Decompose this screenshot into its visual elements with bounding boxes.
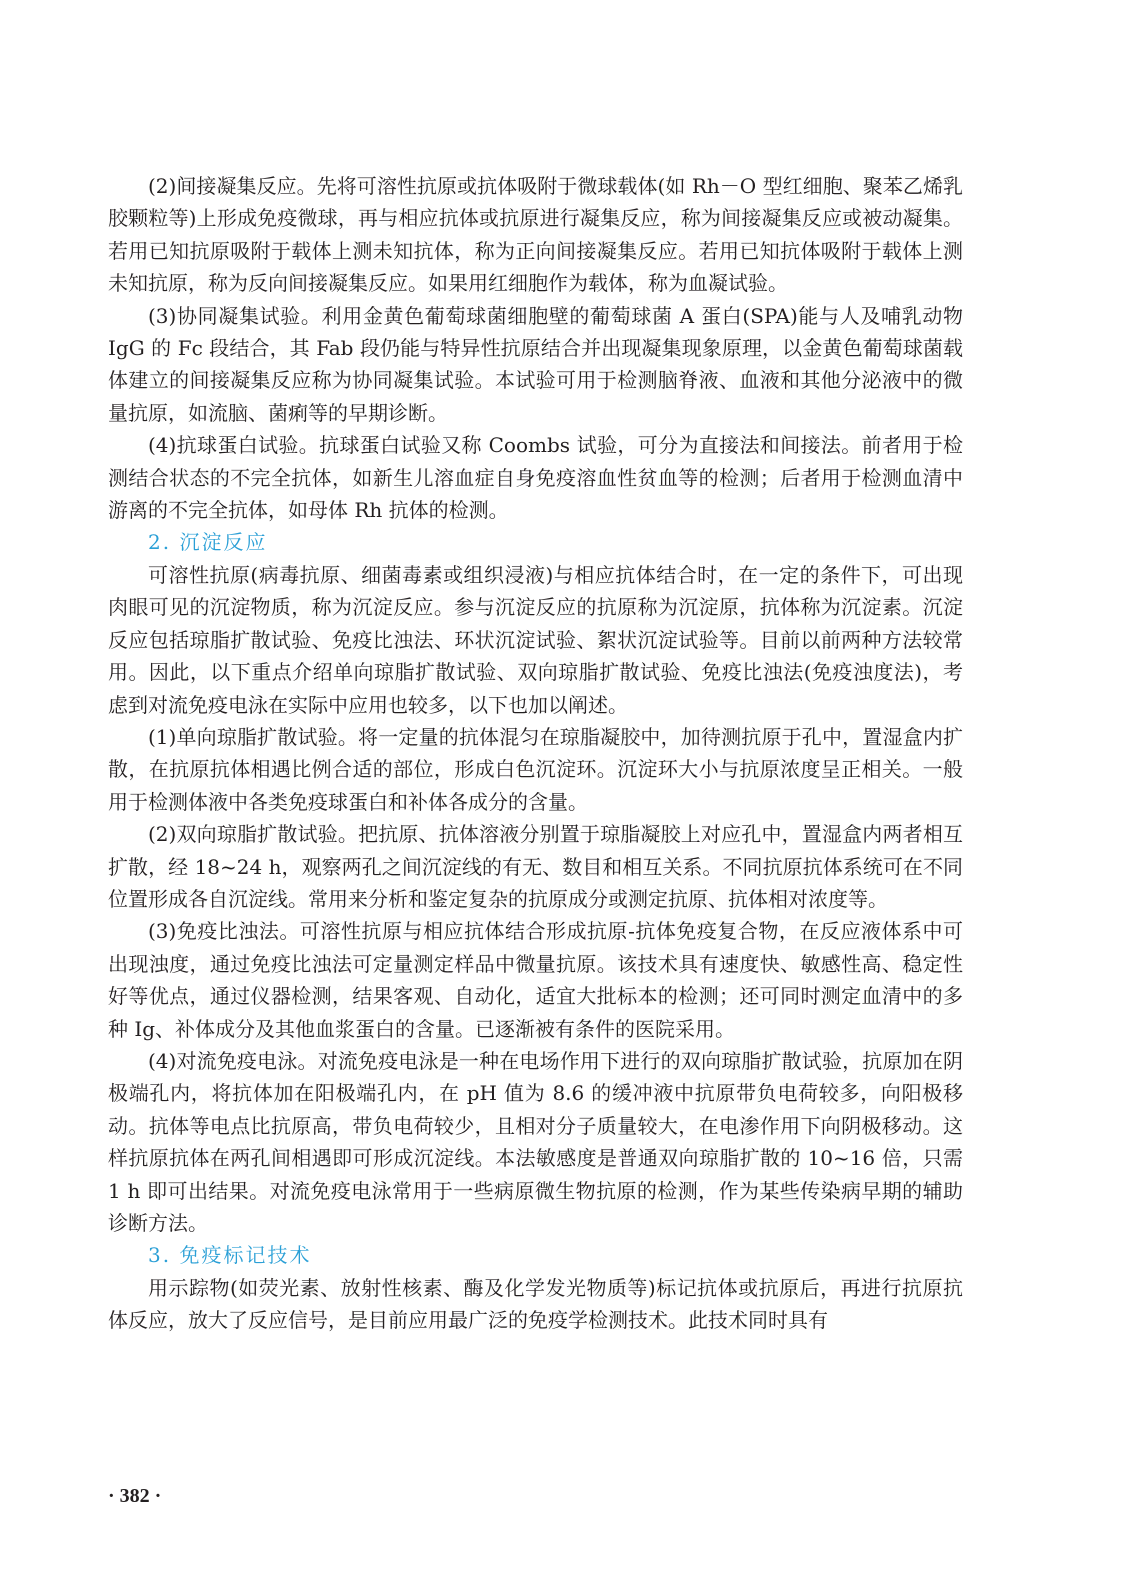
paragraph-precipitation-intro: 可溶性抗原(病毒抗原、细菌毒素或组织浸液)与相应抗体结合时，在一定的条件下，可出现肉眼可见的沉淀物质，称为沉淀反应。参与沉淀反应的抗原称为沉淀原，抗体称为沉淀素。沉淀反应包括琼脂扩散试验、免疫比浊法、环状沉淀试验、絮状沉淀试验等。目前以前两种方法较常用。因此，以下重点介绍单向琼脂扩散试验、双向琼脂扩散试验、免疫比浊法(免疫浊度法)，考虑到对流免疫电泳在实际中应用也较多，以下也加以阐述。 xyxy=(108,562,963,717)
paragraph-immunolabeling-intro: 用示踪物(如荧光素、放射性核素、酶及化学发光物质等)标记抗体或抗原后，再进行抗原抗体反应，放大了反应信号，是目前应用最广泛的免疫学检测技术。此技术同时具有 xyxy=(108,1275,963,1333)
page-number: · 382 · xyxy=(108,1485,162,1507)
paragraph-coagglutination: (3)协同凝集试验。利用金黄色葡萄球菌细胞壁的葡萄球菌 A 蛋白(SPA)能与人及哺乳动物 IgG 的 Fc 段结合，其 Fab 段仍能与特异性抗原结合并出现凝集现象原理，以金黄色葡萄球菌载体建立的间接凝集反应称为协同凝集试验。本试验可用于检测脑脊液、血液和其他分泌液中的微量抗原，如流脑、菌痢等的早期诊断。 xyxy=(108,303,963,425)
section-heading-immunolabeling: 3. 免疫标记技术 xyxy=(148,1243,312,1268)
paragraph-immunoturbidimetry: (3)免疫比浊法。可溶性抗原与相应抗体结合形成抗原-抗体免疫复合物，在反应液体系中可出现浊度，通过免疫比浊法可定量测定样品中微量抗原。该技术具有速度快、敏感性高、稳定性好等优点，通过仪器检测，结果客观、自动化，适宜大批标本的检测；还可同时测定血清中的多种 Ig、补体成分及其他血浆蛋白的含量。已逐渐被有条件的医院采用。 xyxy=(108,919,963,1041)
paragraph-indirect-agglutination: (2)间接凝集反应。先将可溶性抗原或抗体吸附于微球载体(如 Rh－O 型红细胞、聚苯乙烯乳胶颗粒等)上形成免疫微球，再与相应抗体或抗原进行凝集反应，称为间接凝集反应或被动凝集。若用已知抗原吸附于载体上测未知抗体，称为正向间接凝集反应。若用已知抗体吸附于载体上测未知抗原，称为反向间接凝集反应。如果用红细胞作为载体，称为血凝试验。 xyxy=(108,174,963,296)
paragraph-double-diffusion: (2)双向琼脂扩散试验。把抗原、抗体溶液分别置于琼脂凝胶上对应孔中，置湿盒内两者相互扩散，经 18~24 h，观察两孔之间沉淀线的有无、数目和相互关系。不同抗原抗体系统可在不同位置形成各自沉淀线。常用来分析和鉴定复杂的抗原成分或测定抗原、抗体相对浓度等。 xyxy=(108,822,963,911)
paragraph-antiglobulin-test: (4)抗球蛋白试验。抗球蛋白试验又称 Coombs 试验，可分为直接法和间接法。前者用于检测结合状态的不完全抗体，如新生儿溶血症自身免疫溶血性贫血等的检测；后者用于检测血清中游离的不完全抗体，如母体 Rh 抗体的检测。 xyxy=(108,433,963,523)
page-body xyxy=(108,170,963,1337)
paragraph-single-diffusion: (1)单向琼脂扩散试验。将一定量的抗体混匀在琼脂凝胶中，加待测抗原于孔中，置湿盒内扩散，在抗原抗体相遇比例合适的部位，形成白色沉淀环。沉淀环大小与抗原浓度呈正相关。一般用于检测体液中各类免疫球蛋白和补体各成分的含量。 xyxy=(108,724,963,814)
paragraph-counter-immunoelectrophoresis: (4)对流免疫电泳。对流免疫电泳是一种在电场作用下进行的双向琼脂扩散试验，抗原加在阴极端孔内，将抗体加在阳极端孔内，在 pH 值为 8.6 的缓冲液中抗原带负电荷较多，向阳极移动。抗体等电点比抗原高，带负电荷较少，且相对分子质量较大，在电渗作用下向阴极移动。这样抗原抗体在两孔间相遇即可形成沉淀线。本法敏感度是普通双向琼脂扩散的 10~16 倍，只需 1 h 即可出结果。对流免疫电泳常用于一些病原微生物抗原的检测，作为某些传染病早期的辅助诊断方法。 xyxy=(108,1048,963,1235)
section-heading-precipitation: 2. 沉淀反应 xyxy=(148,530,268,555)
